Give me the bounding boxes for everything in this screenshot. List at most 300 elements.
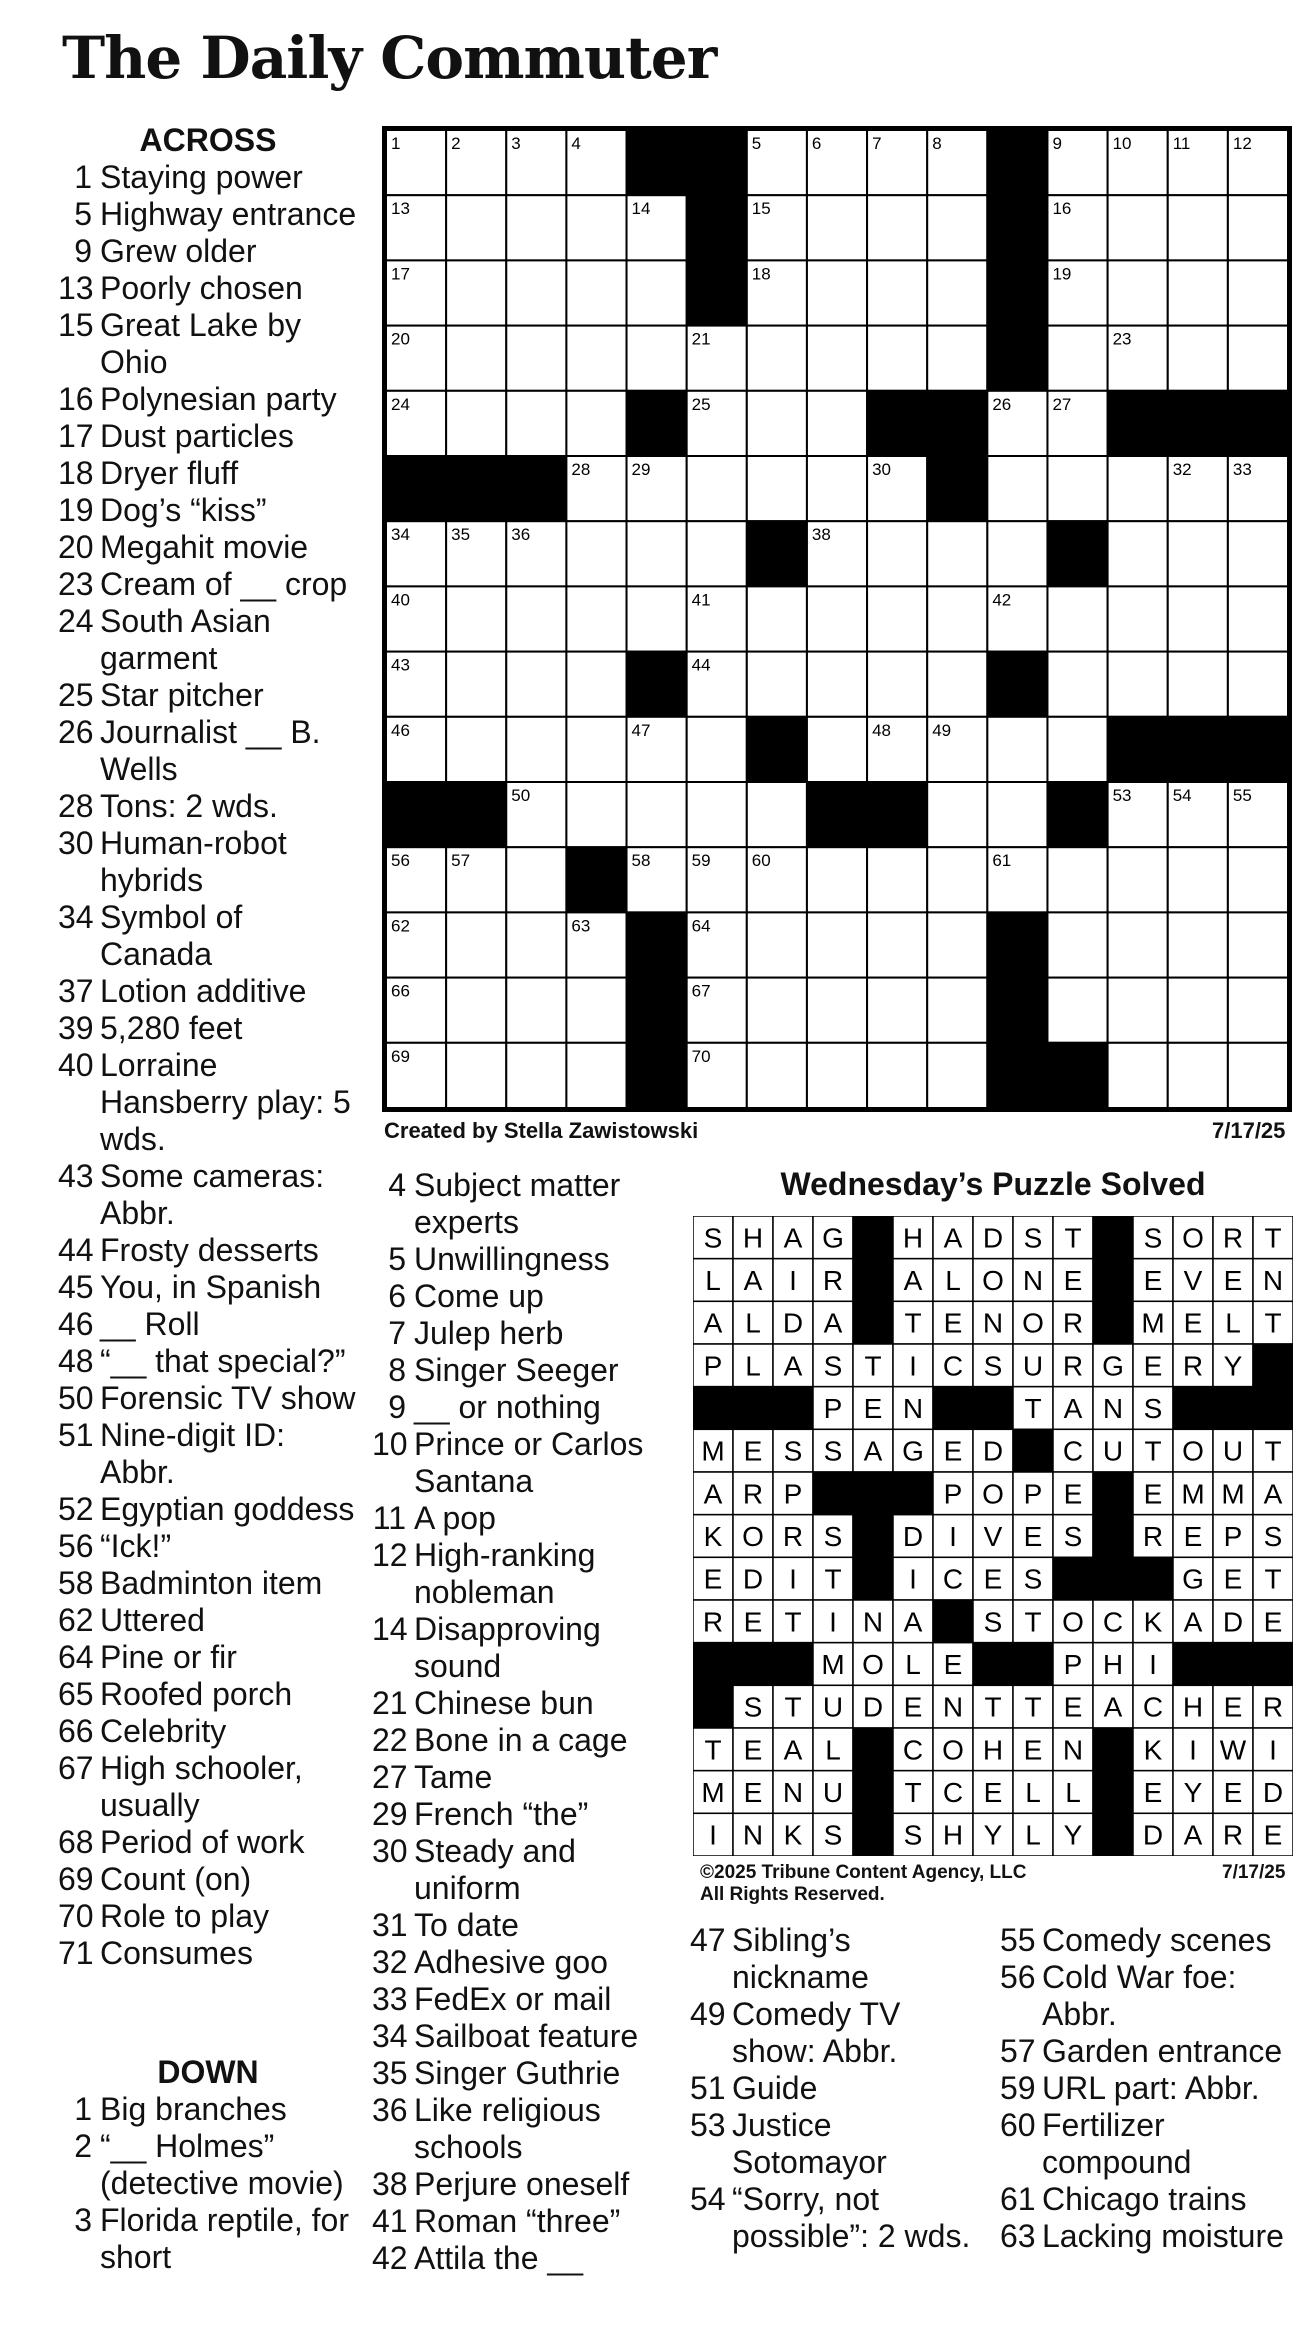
across-clues [58, 122, 358, 1972]
grid-cell[interactable] [446, 912, 506, 977]
solved-letter: U [822, 1777, 844, 1808]
clue-across-17 [58, 418, 358, 455]
solved-black-square [733, 1387, 773, 1430]
cell-number: 50 [511, 786, 531, 805]
clue-across-23 [58, 566, 358, 603]
solved-letter: T [784, 1606, 802, 1638]
solved-black-square [693, 1643, 733, 1686]
clue-number: 40 [58, 1047, 94, 1083]
solved-letter: A [743, 1265, 763, 1296]
crossword-grid[interactable] [382, 126, 1292, 1112]
grid-cell[interactable] [627, 782, 687, 847]
clue-text: __ or nothing [414, 1389, 601, 1425]
clue-text: Symbol of Canada [100, 899, 243, 972]
solved-letter: I [789, 1265, 797, 1296]
cell-number: 44 [691, 655, 711, 675]
cell-number: 34 [391, 525, 410, 545]
grid-cell[interactable] [566, 521, 626, 586]
solved-letter: E [1263, 1819, 1283, 1851]
grid-cell[interactable] [747, 586, 807, 651]
clue-across-1 [58, 159, 358, 196]
clue-across-45 [58, 1269, 358, 1306]
grid-cell[interactable] [506, 326, 566, 391]
clue-text: Poorly chosen [100, 270, 303, 306]
clue-number: 71 [58, 1935, 94, 1971]
solved-letter: T [1264, 1307, 1282, 1339]
grid-cell[interactable] [506, 1043, 566, 1108]
cell-number: 13 [391, 199, 410, 219]
solved-black-square [853, 1259, 893, 1302]
grid-cell[interactable] [807, 260, 867, 325]
grid-cell[interactable] [566, 717, 626, 782]
grid-cell[interactable] [566, 1043, 626, 1108]
solved-letter: Y [1063, 1819, 1083, 1851]
grid-cell[interactable] [566, 326, 626, 391]
grid-cell[interactable] [1168, 978, 1228, 1043]
grid-cell[interactable] [987, 782, 1047, 847]
solved-letter: T [1144, 1435, 1162, 1467]
grid-cell[interactable] [1108, 1043, 1168, 1108]
clue-across-65 [58, 1676, 358, 1713]
grid-cell[interactable] [1047, 717, 1107, 782]
grid-cell[interactable] [867, 847, 927, 912]
grid-cell[interactable] [506, 586, 566, 651]
solved-letter: G [822, 1222, 844, 1254]
clue-down-b-34 [372, 2018, 672, 2055]
solved-letter: L [1025, 1777, 1041, 1808]
clue-down-b-5 [372, 1241, 672, 1278]
clue-text: Lorraine Hansberry play: 5 wds. [100, 1047, 351, 1157]
grid-cell[interactable] [927, 326, 987, 391]
grid-cell[interactable] [867, 652, 927, 717]
grid-cell[interactable] [1228, 847, 1288, 912]
black-square [627, 130, 687, 195]
clue-text: “__ that special?” [100, 1343, 346, 1379]
grid-cell[interactable] [747, 978, 807, 1043]
grid-cell[interactable] [1168, 326, 1228, 391]
grid-cell[interactable] [1228, 326, 1288, 391]
grid-cell[interactable] [687, 521, 747, 586]
clue-across-37 [58, 973, 358, 1010]
solved-letter: T [824, 1563, 842, 1595]
cell-number: 23 [1112, 329, 1132, 349]
grid-cell[interactable] [747, 652, 807, 717]
clue-text: Unwillingness [414, 1241, 610, 1277]
grid-cell[interactable] [867, 586, 927, 651]
grid-cell[interactable] [807, 391, 867, 456]
solved-black-square [853, 1216, 893, 1259]
solved-letter: E [1063, 1478, 1083, 1510]
grid-cell[interactable] [1108, 912, 1168, 977]
grid-cell[interactable] [1108, 195, 1168, 260]
clue-down-b-8 [372, 1352, 672, 1389]
clue-number: 36 [372, 2092, 408, 2128]
solved-letter: O [942, 1734, 964, 1766]
grid-cell[interactable] [867, 1043, 927, 1108]
clue-text: Fertilizer compound [1042, 2107, 1192, 2180]
grid-cell[interactable] [687, 782, 747, 847]
solved-letter: S [1143, 1222, 1163, 1254]
clue-across-9 [58, 233, 358, 270]
grid-cell[interactable] [927, 521, 987, 586]
grid-cell[interactable] [566, 391, 626, 456]
clue-text: Celebrity [100, 1713, 227, 1749]
grid-cell[interactable] [506, 912, 566, 977]
solved-letter: D [1262, 1777, 1284, 1808]
clue-down-b-36 [372, 2092, 672, 2166]
grid-cell[interactable] [927, 847, 987, 912]
grid-cell[interactable] [1168, 260, 1228, 325]
grid-cell[interactable] [506, 195, 566, 260]
black-square [566, 847, 626, 912]
copyright-line-1: ©2025 Tribune Content Agency, LLC [700, 1862, 1027, 1883]
clue-number: 8 [388, 1352, 406, 1388]
clue-text: You, in Spanish [100, 1269, 322, 1305]
grid-cell[interactable] [446, 326, 506, 391]
clue-down-d-61 [1000, 2181, 1300, 2218]
cell-number: 28 [571, 460, 591, 479]
grid-cell[interactable] [927, 652, 987, 717]
black-square [627, 912, 687, 977]
clue-number: 52 [58, 1491, 94, 1527]
clue-number: 34 [58, 899, 94, 935]
solved-letter: L [1065, 1777, 1081, 1808]
clue-text: Forensic TV show [100, 1380, 356, 1416]
clue-down-b-30 [372, 1833, 672, 1907]
clue-across-25 [58, 677, 358, 714]
grid-cell[interactable] [1168, 521, 1228, 586]
crossword-grid-svg[interactable] [386, 130, 1288, 1108]
clue-text: Grew older [100, 233, 257, 269]
grid-cell[interactable] [1108, 847, 1168, 912]
solved-letter: I [909, 1563, 917, 1595]
down-heading: DOWN [157, 2054, 259, 2090]
grid-cell[interactable] [1228, 195, 1288, 260]
solved-letter: S [703, 1222, 723, 1254]
clue-number: 43 [58, 1158, 94, 1194]
clue-number: 33 [372, 1981, 408, 2017]
grid-cell[interactable] [927, 1043, 987, 1108]
grid-cell[interactable] [807, 652, 867, 717]
solved-letter: M [1181, 1478, 1205, 1510]
clue-number: 17 [58, 418, 94, 454]
solved-black-square [853, 1515, 893, 1558]
solved-letter: G [902, 1435, 924, 1467]
solved-letter: T [904, 1307, 922, 1339]
cell-number: 65 [992, 916, 1012, 936]
solved-letter: S [823, 1350, 843, 1382]
clue-number: 39 [58, 1010, 94, 1046]
grid-cell[interactable] [1047, 652, 1107, 717]
black-square [386, 456, 446, 521]
grid-cell[interactable] [987, 717, 1047, 782]
grid-cell[interactable] [927, 912, 987, 977]
cell-number: 2 [451, 134, 461, 153]
solved-letter: Y [983, 1819, 1003, 1851]
solved-letter: H [742, 1222, 764, 1254]
grid-cell[interactable] [446, 717, 506, 782]
grid-cell[interactable] [867, 326, 927, 391]
grid-cell[interactable] [807, 912, 867, 977]
clue-number: 61 [1000, 2181, 1036, 2217]
solved-black-square [853, 1813, 893, 1856]
solved-letter: I [949, 1521, 957, 1552]
clue-text: Dryer fluff [100, 455, 239, 491]
clue-number: 27 [372, 1759, 408, 1795]
grid-cell[interactable] [1108, 456, 1168, 521]
clue-number: 53 [690, 2107, 726, 2143]
solved-black-square [1053, 1557, 1093, 1600]
clue-number: 55 [1000, 1922, 1036, 1958]
clue-text: Period of work [100, 1824, 305, 1860]
grid-cell[interactable] [1108, 586, 1168, 651]
solved-letter: C [942, 1350, 964, 1382]
clue-text: Staying power [100, 159, 303, 195]
grid-cell[interactable] [566, 195, 626, 260]
grid-cell[interactable] [446, 195, 506, 260]
grid-cell[interactable] [446, 391, 506, 456]
grid-cell[interactable] [506, 260, 566, 325]
grid-cell[interactable] [1228, 521, 1288, 586]
grid-cell[interactable] [867, 912, 927, 977]
grid-cell[interactable] [1228, 652, 1288, 717]
clue-number: 50 [58, 1380, 94, 1416]
grid-cell[interactable] [1168, 652, 1228, 717]
solved-black-square [1253, 1344, 1293, 1387]
clue-text: Prince or Carlos Santana [414, 1426, 644, 1499]
grid-cell[interactable] [1108, 260, 1168, 325]
grid-cell[interactable] [747, 782, 807, 847]
grid-cell[interactable] [446, 586, 506, 651]
solved-letter: A [1183, 1819, 1203, 1851]
black-square [386, 782, 446, 847]
solved-letter: T [1024, 1606, 1042, 1638]
solved-letter: N [862, 1606, 884, 1638]
grid-cell[interactable] [566, 260, 626, 325]
solved-letter: Y [1223, 1350, 1243, 1382]
clue-across-64 [58, 1639, 358, 1676]
cell-number: 21 [691, 329, 711, 349]
solved-black-square [1093, 1301, 1133, 1344]
grid-cell[interactable] [807, 978, 867, 1043]
grid-cell[interactable] [807, 847, 867, 912]
clue-number: 35 [372, 2055, 408, 2091]
grid-cell[interactable] [747, 326, 807, 391]
solved-letter: E [903, 1691, 923, 1723]
cell-number: 58 [631, 851, 651, 871]
grid-cell[interactable] [446, 260, 506, 325]
clue-number: 15 [58, 307, 94, 343]
grid-cell[interactable] [987, 456, 1047, 521]
grid-cell[interactable] [1047, 912, 1107, 977]
grid-cell[interactable] [627, 521, 687, 586]
clue-down-c-53 [690, 2107, 990, 2181]
black-square [627, 978, 687, 1043]
clue-number: 20 [58, 529, 94, 565]
clue-text: Lotion additive [100, 973, 307, 1009]
grid-cell[interactable] [446, 978, 506, 1043]
grid-cell[interactable] [1047, 326, 1107, 391]
grid-cell[interactable] [506, 652, 566, 717]
grid-cell[interactable] [1168, 586, 1228, 651]
solved-black-square [1093, 1259, 1133, 1302]
grid-cell[interactable] [807, 456, 867, 521]
cell-number: 55 [1232, 786, 1252, 805]
grid-cell[interactable] [506, 978, 566, 1043]
grid-cell[interactable] [807, 195, 867, 260]
solved-black-square [773, 1643, 813, 1686]
solved-black-square [1093, 1557, 1133, 1600]
grid-cell[interactable] [1108, 521, 1168, 586]
grid-cell[interactable] [1168, 847, 1228, 912]
clue-text: URL part: Abbr. [1042, 2070, 1260, 2106]
solved-letter: S [1023, 1222, 1043, 1254]
solved-letter: S [743, 1691, 763, 1723]
grid-cell[interactable] [867, 521, 927, 586]
solved-letter: E [743, 1734, 763, 1766]
solved-letter: S [1063, 1521, 1083, 1552]
grid-cell[interactable] [1047, 978, 1107, 1043]
grid-cell[interactable] [807, 717, 867, 782]
cell-number: 46 [391, 720, 410, 740]
grid-cell[interactable] [506, 391, 566, 456]
grid-cell[interactable] [1168, 912, 1228, 977]
black-square [627, 391, 687, 456]
grid-cell[interactable] [747, 1043, 807, 1108]
black-square [1228, 717, 1288, 782]
clue-number: 67 [58, 1750, 94, 1786]
clue-number: 6 [388, 1278, 406, 1314]
clue-number: 2 [74, 2128, 92, 2164]
cell-number: 32 [1172, 460, 1192, 479]
clue-number: 66 [58, 1713, 94, 1749]
solved-letter: S [823, 1521, 843, 1552]
grid-cell[interactable] [747, 391, 807, 456]
grid-cell[interactable] [807, 1043, 867, 1108]
solved-letter: O [1182, 1222, 1204, 1254]
grid-cell[interactable] [446, 1043, 506, 1108]
clue-text: Subject matter experts [414, 1167, 621, 1240]
clue-text: Adhesive goo [414, 1944, 608, 1980]
grid-cell[interactable] [867, 195, 927, 260]
clue-down-d-56 [1000, 1959, 1300, 2033]
grid-cell[interactable] [1108, 978, 1168, 1043]
solved-letter: D [902, 1521, 924, 1552]
clue-across-24 [58, 603, 358, 677]
solved-letter: T [1024, 1393, 1042, 1424]
clue-across-69 [58, 1861, 358, 1898]
clue-across-34 [58, 899, 358, 973]
cell-number: 22 [992, 329, 1012, 349]
grid-cell[interactable] [807, 586, 867, 651]
grid-cell[interactable] [927, 260, 987, 325]
cell-number: 43 [391, 655, 410, 675]
grid-cell[interactable] [446, 652, 506, 717]
clue-number: 31 [372, 1907, 408, 1943]
grid-cell[interactable] [627, 586, 687, 651]
grid-cell[interactable] [747, 912, 807, 977]
clue-text: 5,280 feet [100, 1010, 243, 1046]
solved-letter: E [1143, 1350, 1163, 1382]
cell-number: 68 [992, 981, 1012, 1001]
grid-cell[interactable] [506, 717, 566, 782]
solved-letter: S [1263, 1521, 1283, 1552]
grid-cell[interactable] [927, 978, 987, 1043]
grid-cell[interactable] [927, 586, 987, 651]
solved-letter: L [1025, 1819, 1041, 1851]
solved-letter: A [703, 1307, 723, 1339]
solved-letter: A [1063, 1393, 1083, 1424]
solved-letter: H [902, 1222, 924, 1254]
grid-cell[interactable] [566, 782, 626, 847]
grid-cell[interactable] [807, 326, 867, 391]
grid-cell[interactable] [927, 782, 987, 847]
solved-letter: K [1143, 1606, 1163, 1638]
grid-cell[interactable] [566, 978, 626, 1043]
black-square [687, 130, 747, 195]
grid-cell[interactable] [1168, 195, 1228, 260]
clue-across-13 [58, 270, 358, 307]
grid-cell[interactable] [566, 652, 626, 717]
grid-cell[interactable] [687, 456, 747, 521]
grid-cell[interactable] [1228, 1043, 1288, 1108]
clue-text: Uttered [100, 1602, 205, 1638]
cell-number: 1 [391, 134, 401, 153]
clue-text: Attila the __ [414, 2240, 583, 2276]
solved-letter: T [904, 1777, 922, 1808]
grid-cell[interactable] [1047, 456, 1107, 521]
black-square [1108, 391, 1168, 456]
solved-black-square [973, 1387, 1013, 1430]
clue-down-b-6 [372, 1278, 672, 1315]
grid-cell[interactable] [747, 456, 807, 521]
black-square [987, 130, 1047, 195]
clue-text: High schooler, usually [100, 1750, 303, 1823]
solved-letter: L [825, 1734, 841, 1766]
solved-letter: R [1062, 1307, 1084, 1339]
clue-number: 14 [372, 1611, 408, 1647]
solved-letter: O [1062, 1606, 1084, 1638]
grid-cell[interactable] [627, 326, 687, 391]
grid-cell[interactable] [1228, 260, 1288, 325]
grid-cell[interactable] [1047, 847, 1107, 912]
grid-cell[interactable] [867, 260, 927, 325]
grid-cell[interactable] [566, 586, 626, 651]
grid-cell[interactable] [927, 195, 987, 260]
clue-text: Guide [732, 2070, 818, 2106]
grid-cell[interactable] [1228, 586, 1288, 651]
cell-number: 56 [391, 851, 410, 871]
clue-across-58 [58, 1565, 358, 1602]
grid-cell[interactable] [1108, 652, 1168, 717]
cell-number: 54 [1172, 786, 1192, 805]
cell-number: 63 [571, 916, 591, 936]
grid-cell[interactable] [1228, 978, 1288, 1043]
grid-cell[interactable] [867, 978, 927, 1043]
grid-cell[interactable] [506, 847, 566, 912]
solved-letter: L [705, 1265, 721, 1296]
clue-across-46 [58, 1306, 358, 1343]
grid-cell[interactable] [987, 521, 1047, 586]
solved-letter: M [701, 1777, 725, 1808]
grid-cell[interactable] [627, 260, 687, 325]
grid-cell[interactable] [1168, 1043, 1228, 1108]
clue-number: 54 [690, 2181, 726, 2217]
grid-cell[interactable] [687, 717, 747, 782]
grid-cell[interactable] [1047, 586, 1107, 651]
grid-cell[interactable] [1228, 912, 1288, 977]
solved-letter: T [864, 1350, 882, 1382]
